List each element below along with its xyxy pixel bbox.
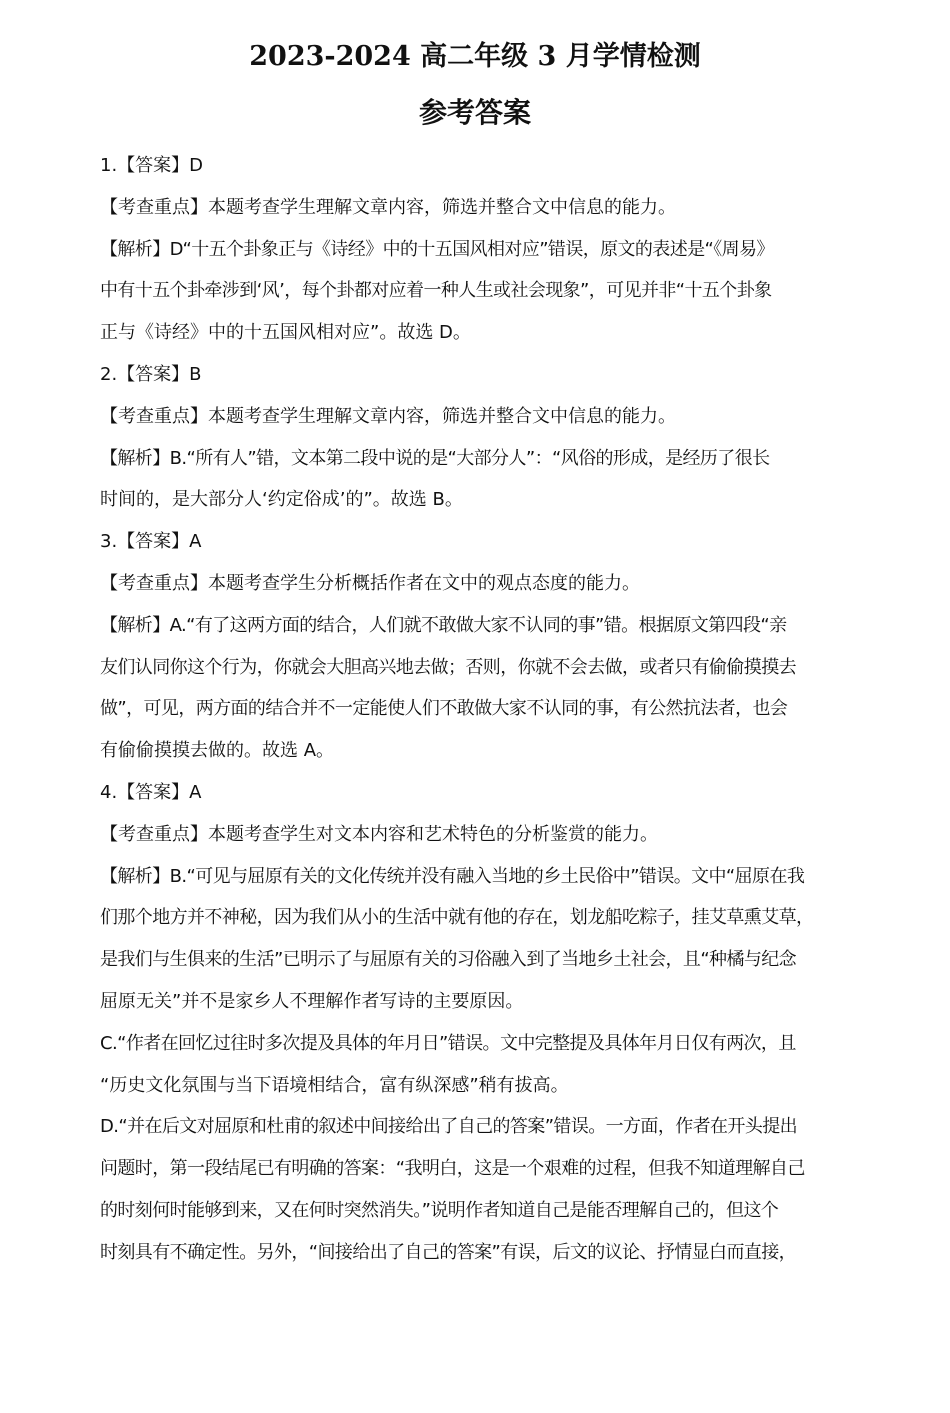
q2-analysis-line: 【解析】B.“所有人”错，文本第二段中说的是“大部分人”：“风俗的形成，是经历了很长 (100, 447, 770, 469)
q1-focus: 【考查重点】本题考查学生理解文章内容，筛选并整合文中信息的能力。 (100, 196, 676, 218)
q3-analysis-line: 【解析】A.“有了这两方面的结合，人们就不敢做大家不认同的事”错。根据原文第四段“亲 (100, 614, 787, 636)
page-subtitle: 参考答案 (418, 96, 531, 129)
q4-analysis-line: 问题时，第一段结尾已有明确的答案：“我明白，这是一个艰难的过程，但我不知道理解自己 (100, 1158, 805, 1180)
q1-analysis-line: 【解析】D“十五个卦象正与《诗经》中的十五国风相对应”错误，原文的表述是“《周易》 (100, 238, 774, 260)
q4-analysis-line: 【解析】B.“可见与屈原有关的文化传统并没有融入当地的乡土民俗中”错误。文中“屈原在我 (100, 865, 805, 887)
q4-analysis-line: 时刻具有不确定性。另外，“间接给出了自己的答案”有误，后文的议论、抒情显白而直接， (100, 1241, 797, 1263)
q2-answer: 2.【答案】B (100, 363, 202, 385)
q3-analysis-line: 友们认同你这个行为，你就会大胆高兴地去做；否则，你就不会去做，或者只有偷偷摸摸去 (100, 656, 796, 678)
q3-analysis-line: 做”，可见，两方面的结合并不一定能使人们不敢做大家不认同的事，有公然抗法者，也会 (100, 698, 788, 720)
q4-focus: 【考查重点】本题考查学生对文本内容和艺术特色的分析鉴赏的能力。 (100, 823, 658, 845)
q1-answer: 1.【答案】D (100, 155, 204, 176)
q4-analysis-line: 们那个地方并不神秘，因为我们从小的生活中就有他的存在，划龙船吃粽子，挂艾草熏艾草， (100, 907, 814, 929)
q2-analysis-line: 时间的，是大部分人‘约定俗成’的”。故选 B。 (100, 489, 463, 511)
q3-answer: 3.【答案】A (100, 531, 202, 553)
q2-focus: 【考查重点】本题考查学生理解文章内容，筛选并整合文中信息的能力。 (100, 405, 676, 427)
answer-body (100, 145, 860, 1274)
page-title: 2023-2024 高二年级 3 月学情检测 (249, 41, 701, 72)
q4-answer: 4.【答案】A (100, 781, 202, 803)
q4-analysis-line: D.“并在后文对屈原和杜甫的叙述中间接给出了自己的答案”错误。一方面，作者在开头提出 (100, 1116, 798, 1138)
q4-analysis-line: 屈原无关”并不是家乡人不理解作者写诗的主要原因。 (100, 990, 524, 1012)
q4-analysis-line: 的时刻何时能够到来，又在何时突然消失。”说明作者知道自己是能否理解自己的，但这个 (100, 1199, 779, 1221)
q1-analysis-line: 正与《诗经》中的十五国风相对应”。故选 D。 (100, 322, 471, 344)
q3-focus: 【考查重点】本题考查学生分析概括作者在文中的观点态度的能力。 (100, 572, 640, 594)
q3-analysis-line: 有偷偷摸摸去做的。故选 A。 (100, 740, 335, 762)
q4-analysis-line: “历史文化氛围与当下语境相结合，富有纵深感”稍有拔高。 (100, 1074, 569, 1096)
q1-analysis-line: 中有十五个卦牵涉到‘风’，每个卦都对应着一种人生或社会现象”，可见并非“十五个卦象 (100, 280, 772, 302)
q4-analysis-line: 是我们与生俱来的生活”已明示了与屈原有关的习俗融入到了当地乡土社会，且“种橘与纪念 (100, 949, 797, 971)
q4-analysis-line: C.“作者在回忆过往时多次提及具体的年月日”错误。文中完整提及具体年月日仅有两次，且 (100, 1032, 796, 1054)
